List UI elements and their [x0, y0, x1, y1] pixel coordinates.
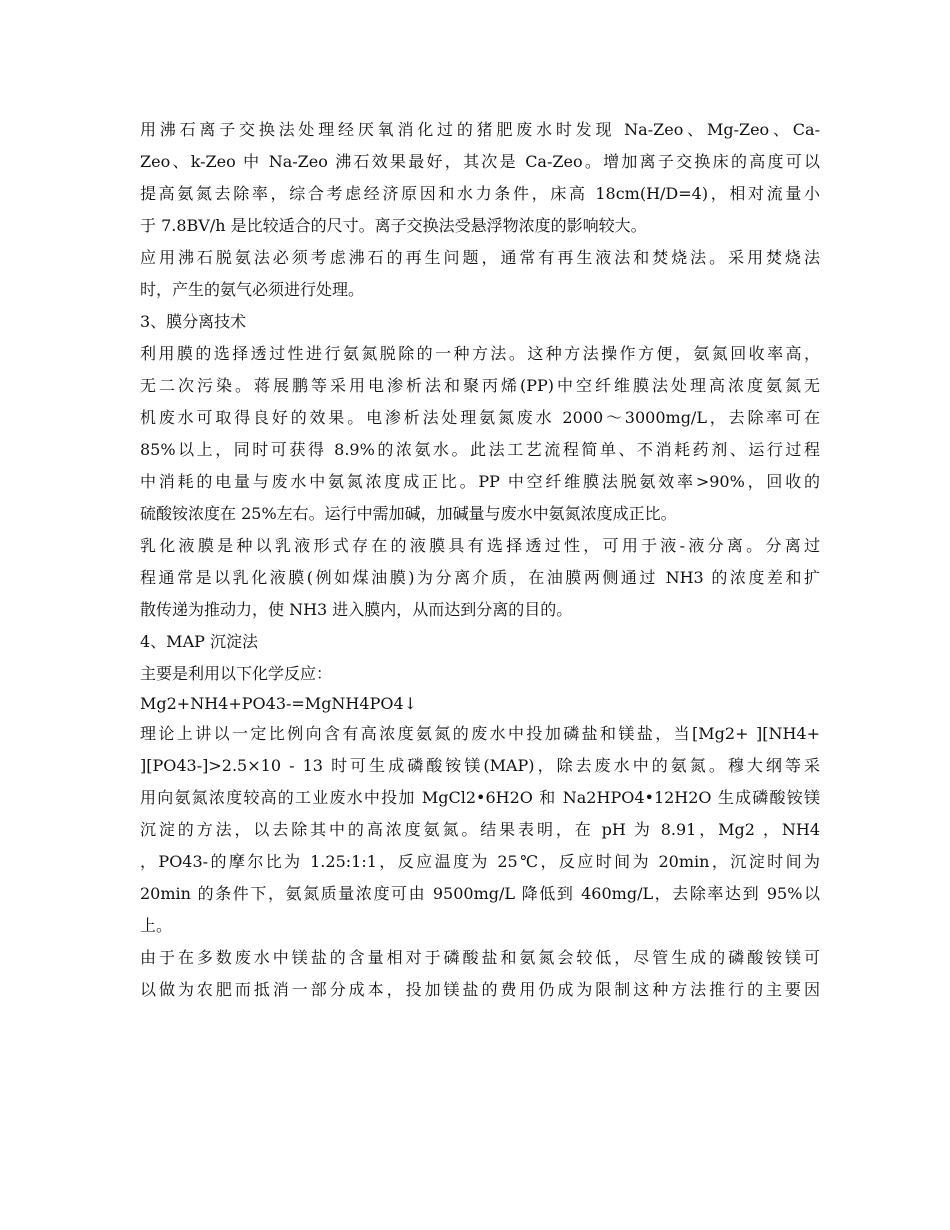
text-line: 20min 的条件下，氨氮质量浓度可由 9500mg/L 降低到 460mg/L，去除率达到 95%以: [140, 884, 820, 903]
text-line: 提高氨氮去除率，综合考虑经济原因和水力条件，床高 18cm(H/D=4)，相对流量小: [140, 184, 820, 203]
text-line: 无二次污染。蒋展鹏等采用电渗析法和聚丙烯(PP)中空纤维膜法处理高浓度氨氮无: [140, 376, 820, 395]
text-line: 机废水可取得良好的效果。电渗析法处理氨氮废水 2000～3000mg/L，去除率可在: [140, 408, 820, 427]
text-line: 主要是利用以下化学反应：: [140, 664, 333, 683]
text-line: 用沸石离子交换法处理经厌氧消化过的猪肥废水时发现 Na-Zeo、Mg-Zeo、Ca-: [140, 120, 820, 139]
text-line: 利用膜的选择透过性进行氨氮脱除的一种方法。这种方法操作方便，氨氮回收率高，: [140, 344, 820, 363]
text-line: 用向氨氮浓度较高的工业废水中投加 MgCl2•6H2O 和 Na2HPO4•12H2O 生成磷酸铵镁: [140, 788, 820, 807]
text-line: 于 7.8BV/h 是比较适合的尺寸。离子交换法受悬浮物浓度的影响较大。: [140, 216, 647, 235]
text-line: 理论上讲以一定比例向含有高浓度氨氮的废水中投加磷盐和镁盐，当[Mg2+ ][NH4+: [140, 724, 820, 743]
text-line: 应用沸石脱氨法必须考虑沸石的再生问题，通常有再生液法和焚烧法。采用焚烧法: [140, 248, 820, 267]
document-body: [140, 114, 820, 1006]
text-line: 85%以上，同时可获得 8.9%的浓氨水。此法工艺流程简单、不消耗药剂、运行过程: [140, 440, 820, 459]
text-line: 3、膜分离技术: [140, 312, 247, 331]
text-line: ，PO43-的摩尔比为 1.25:1:1，反应温度为 25℃，反应时间为 20min，沉淀时间为: [140, 852, 820, 871]
text-line: 散传递为推动力，使 NH3 进入膜内，从而达到分离的目的。: [140, 600, 573, 619]
text-line: 程通常是以乳化液膜(例如煤油膜)为分离介质，在油膜两侧通过 NH3 的浓度差和扩: [140, 568, 820, 587]
text-line: 上。: [140, 916, 173, 935]
text-line: ][PO43-]>2.5×10 - 13 时可生成磷酸铵镁(MAP)，除去废水中的氨氮。穆大纲等采: [140, 756, 820, 775]
text-line: 沉淀的方法，以去除其中的高浓度氨氮。结果表明，在 pH 为 8.91，Mg2 ，NH4: [140, 820, 820, 839]
formula-line: Mg2+NH4+PO43-=MgNH4PO4↓: [140, 694, 418, 713]
text-line: 中消耗的电量与废水中氨氮浓度成正比。PP 中空纤维膜法脱氨效率>90%，回收的: [140, 472, 820, 491]
text-line: 硫酸铵浓度在 25%左右。运行中需加碱，加碱量与废水中氨氮浓度成正比。: [140, 504, 677, 523]
text-line: 以做为农肥而抵消一部分成本，投加镁盐的费用仍成为限制这种方法推行的主要因: [140, 980, 820, 999]
text-line: Zeo、k-Zeo 中 Na-Zeo 沸石效果最好，其次是 Ca-Zeo。增加离子交换床的高度可以: [140, 152, 820, 171]
text-line: 乳化液膜是种以乳液形式存在的液膜具有选择透过性，可用于液-液分离。分离过: [140, 536, 820, 555]
text-line: 由于在多数废水中镁盐的含量相对于磷酸盐和氨氮会较低，尽管生成的磷酸铵镁可: [140, 948, 820, 967]
text-line: 4、MAP 沉淀法: [140, 632, 258, 651]
text-line: 时，产生的氨气必须进行处理。: [140, 280, 365, 299]
